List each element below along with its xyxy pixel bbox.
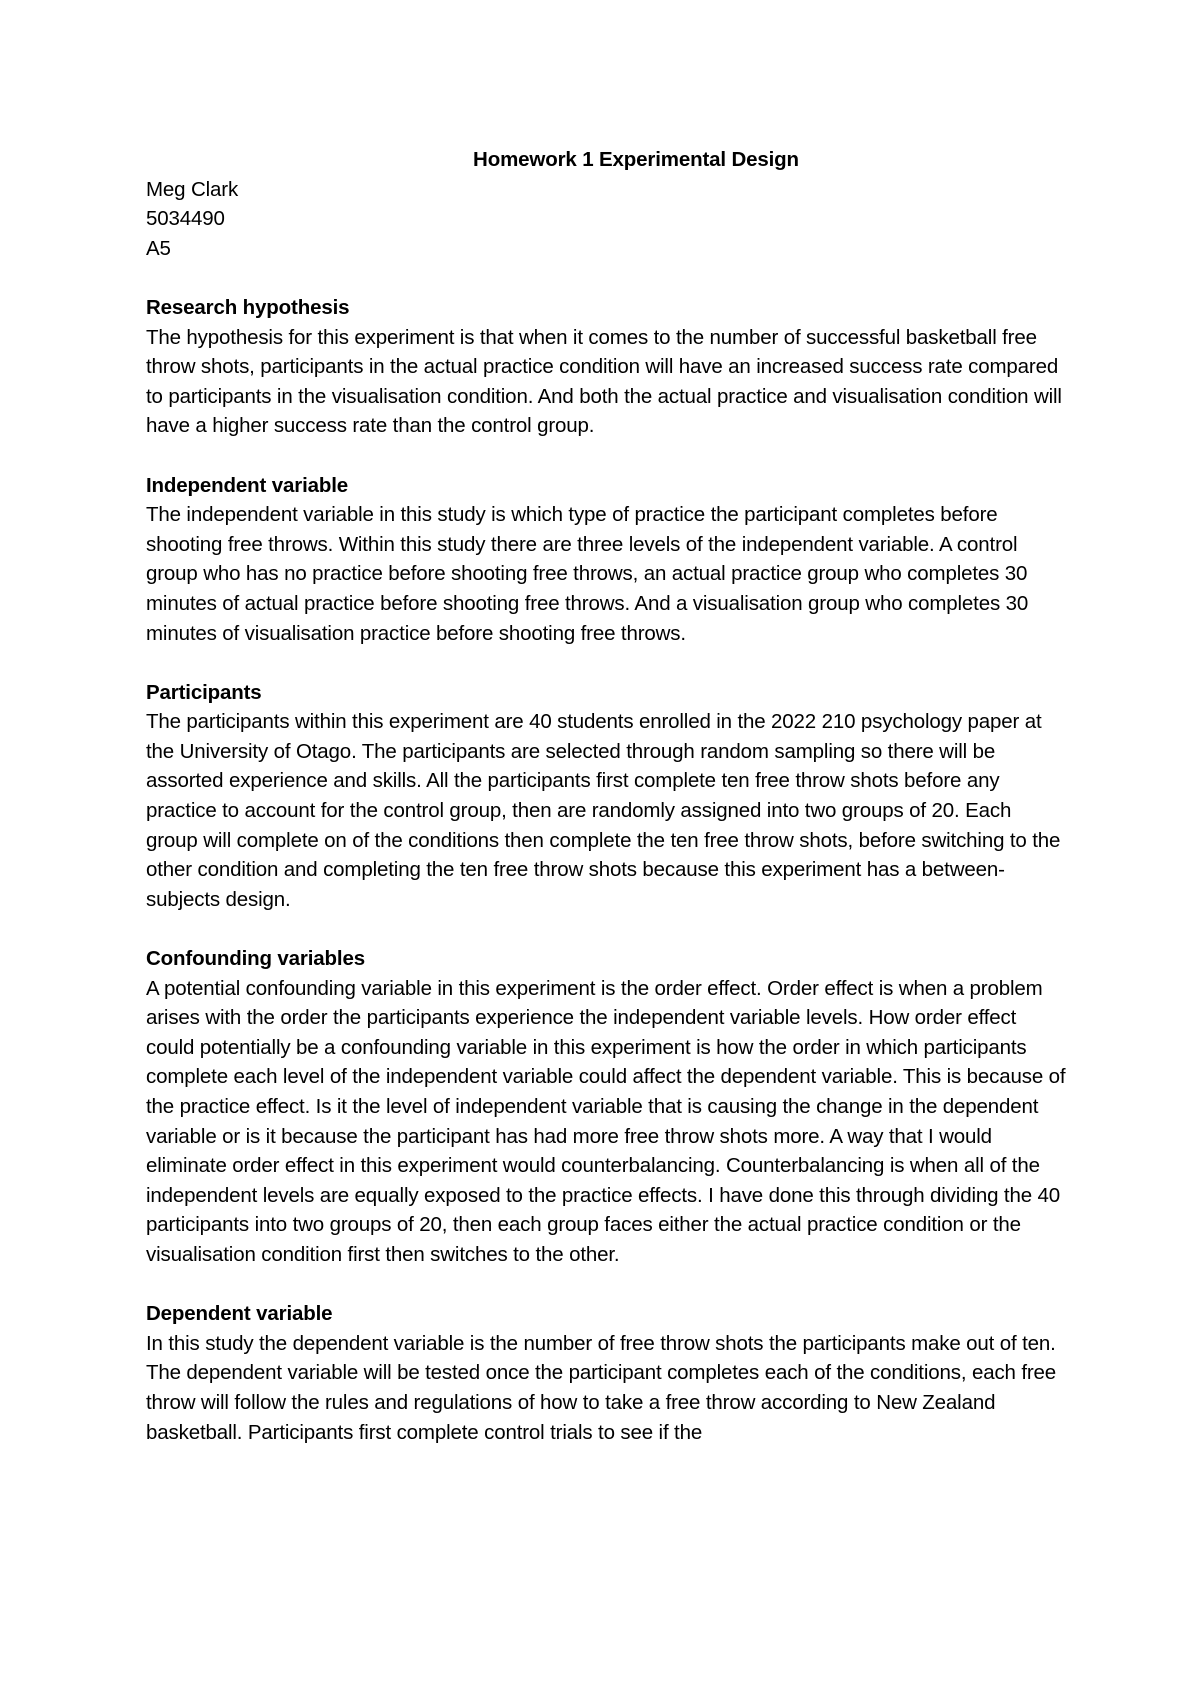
author-name: Meg Clark [146, 177, 239, 201]
section-research-hypothesis [146, 293, 1066, 441]
section-independent-variable [146, 471, 1066, 649]
section-body: The independent variable in this study is which type of practice the participant completes before shooting free throws. Within this study there are three levels of the independent variable. A control group who has no practice before shooting free throws, an actual practice group who completes 30 minutes of actual practice before shooting free throws. And a visualisation group who completes 30 minutes of visualisation practice before shooting free throws. [146, 503, 1029, 645]
section-body: A potential confounding variable in this experiment is the order effect. Order effect is when a problem arises with the order the participants experience the independent variable levels. How order effect could potentially be a confounding variable in this experiment is how the order in which participants complete each level of the independent variable could affect the dependent variable. This is because of the practice effect. Is it the level of independent variable that is causing the change in the dependent variable or is it because the participant has had more free throw shots more. A way that I would eliminate order effect in this experiment would counterbalancing. Counterbalancing is when all of the independent levels are equally exposed to the practice effects. I have done this through dividing the 40 participants into two groups of 20, then each group faces either the actual practice condition or the visualisation condition first then switches to the other. [146, 976, 1066, 1266]
section-heading: Dependent variable [146, 1302, 333, 1326]
section-confounding-variables [146, 944, 1066, 1270]
section-body: The participants within this experiment are 40 students enrolled in the 2022 210 psychology paper at the University of Otago. The participants are selected through random sampling so there will be assorted experience and skills. All the participants first complete ten free throw shots before any practice to account for the control group, then are randomly assigned into two groups of 20. Each group will complete on of the conditions then complete the ten free throw shots, before switching to the other condition and completing the ten free throw shots because this experiment has a between-subjects design. [146, 710, 1061, 911]
section-participants [146, 678, 1066, 915]
section-heading: Confounding variables [146, 947, 365, 971]
document-title: Homework 1 Experimental Design [473, 148, 799, 171]
document-page [146, 145, 1066, 1447]
section-heading: Participants [146, 680, 262, 704]
section-heading: Research hypothesis [146, 295, 350, 319]
group-code: A5 [146, 236, 171, 260]
section-dependent-variable [146, 1299, 1066, 1447]
section-heading: Independent variable [146, 473, 349, 497]
section-body: In this study the dependent variable is the number of free throw shots the participants make out of ten. The dependent variable will be tested once the participant completes each of the conditions, each free throw will follow the rules and regulations of how to take a free throw according to New Zealand basketball. Participants first complete control trials to see if the [146, 1331, 1057, 1444]
student-id: 5034490 [146, 207, 225, 231]
section-body: The hypothesis for this experiment is that when it comes to the number of successful basketball free throw shots, participants in the actual practice condition will have an increased success rate compared to participants in the visualisation condition. And both the actual practice and visualisation condition will have a higher success rate than the control group. [146, 325, 1062, 438]
